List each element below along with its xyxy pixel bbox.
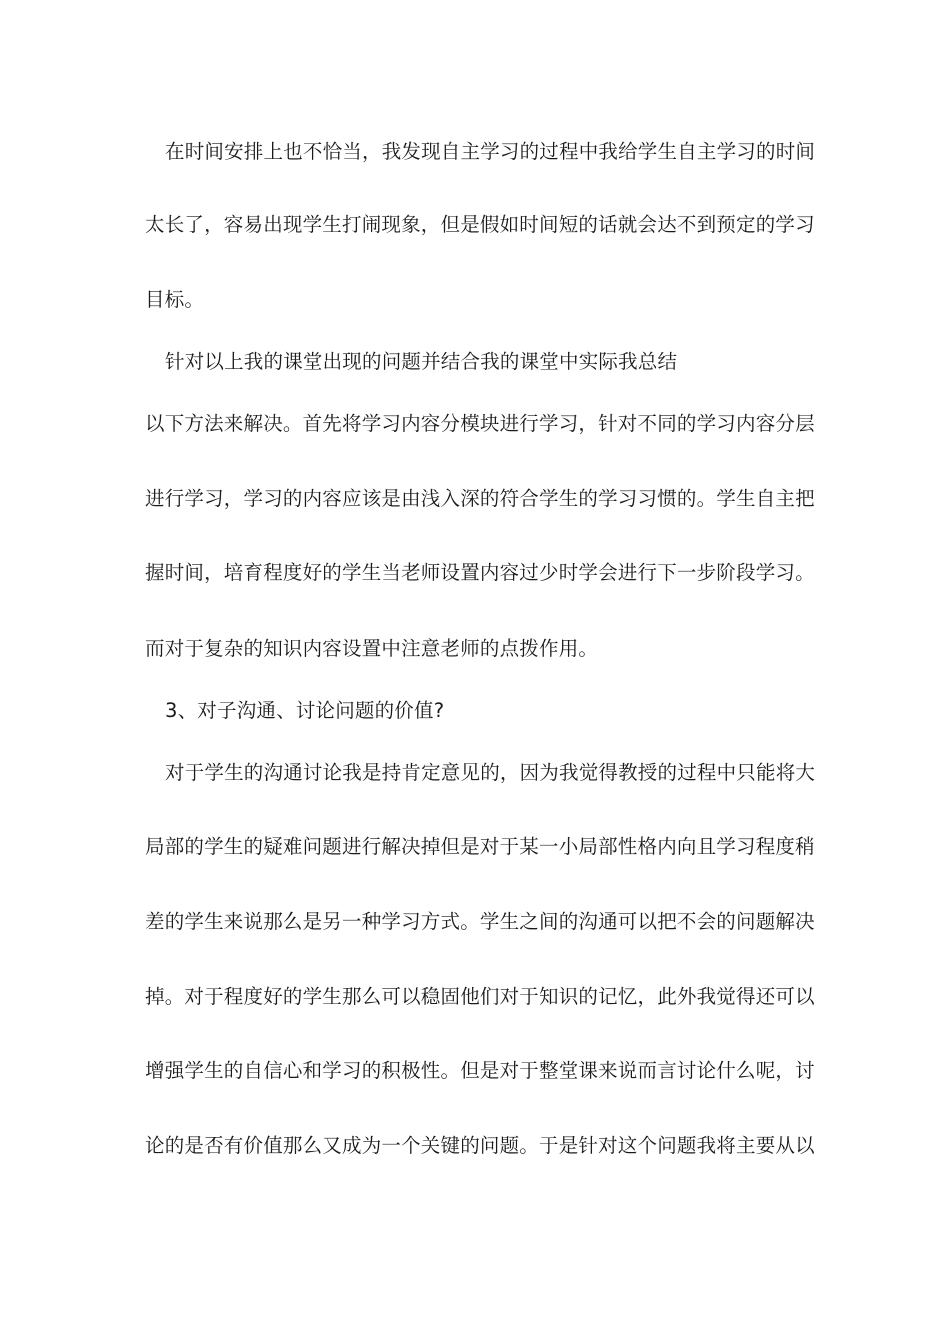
paragraph-line: 而对于复杂的知识内容设置中注意老师的点拨作用。	[145, 637, 599, 660]
paragraph-line: 在时间安排上也不恰当，我发现自主学习的过程中我给学生自主学习的时间	[165, 140, 816, 163]
paragraph-line: 增强学生的自信心和学习的积极性。但是对于整堂课来说而言讨论什么呢，讨	[145, 1059, 815, 1082]
paragraph-line: 局部的学生的疑难问题进行解决掉但是对于某一小局部性格内向且学习程度稍	[145, 835, 815, 858]
section-heading: 3、对子沟通、讨论问题的价值?	[165, 699, 445, 722]
paragraph-line: 论的是否有价值那么又成为一个关键的问题。于是针对这个问题我将主要从以	[145, 1134, 815, 1157]
paragraph-line: 差的学生来说那么是另一种学习方式。学生之间的沟通可以把不会的问题解决	[145, 910, 815, 933]
paragraph-line: 进行学习，学习的内容应该是由浅入深的符合学生的学习习惯的。学生自主把	[145, 487, 815, 510]
paragraph-line: 以下方法来解决。首先将学习内容分模块进行学习，针对不同的学习内容分层	[145, 412, 815, 435]
paragraph-line: 掉。对于程度好的学生那么可以稳固他们对于知识的记忆，此外我觉得还可以	[145, 985, 815, 1008]
paragraph-line: 太长了，容易出现学生打闹现象，但是假如时间短的话就会达不到预定的学习	[145, 213, 815, 236]
paragraph-line: 握时间，培育程度好的学生当老师设置内容过少时学会进行下一步阶段学习。	[145, 561, 815, 584]
paragraph-line: 对于学生的沟通讨论我是持肯定意见的，因为我觉得教授的过程中只能将大	[165, 761, 816, 784]
paragraph-line: 目标。	[145, 288, 205, 311]
paragraph-line: 针对以上我的课堂出现的问题并结合我的课堂中实际我总结	[165, 350, 678, 373]
